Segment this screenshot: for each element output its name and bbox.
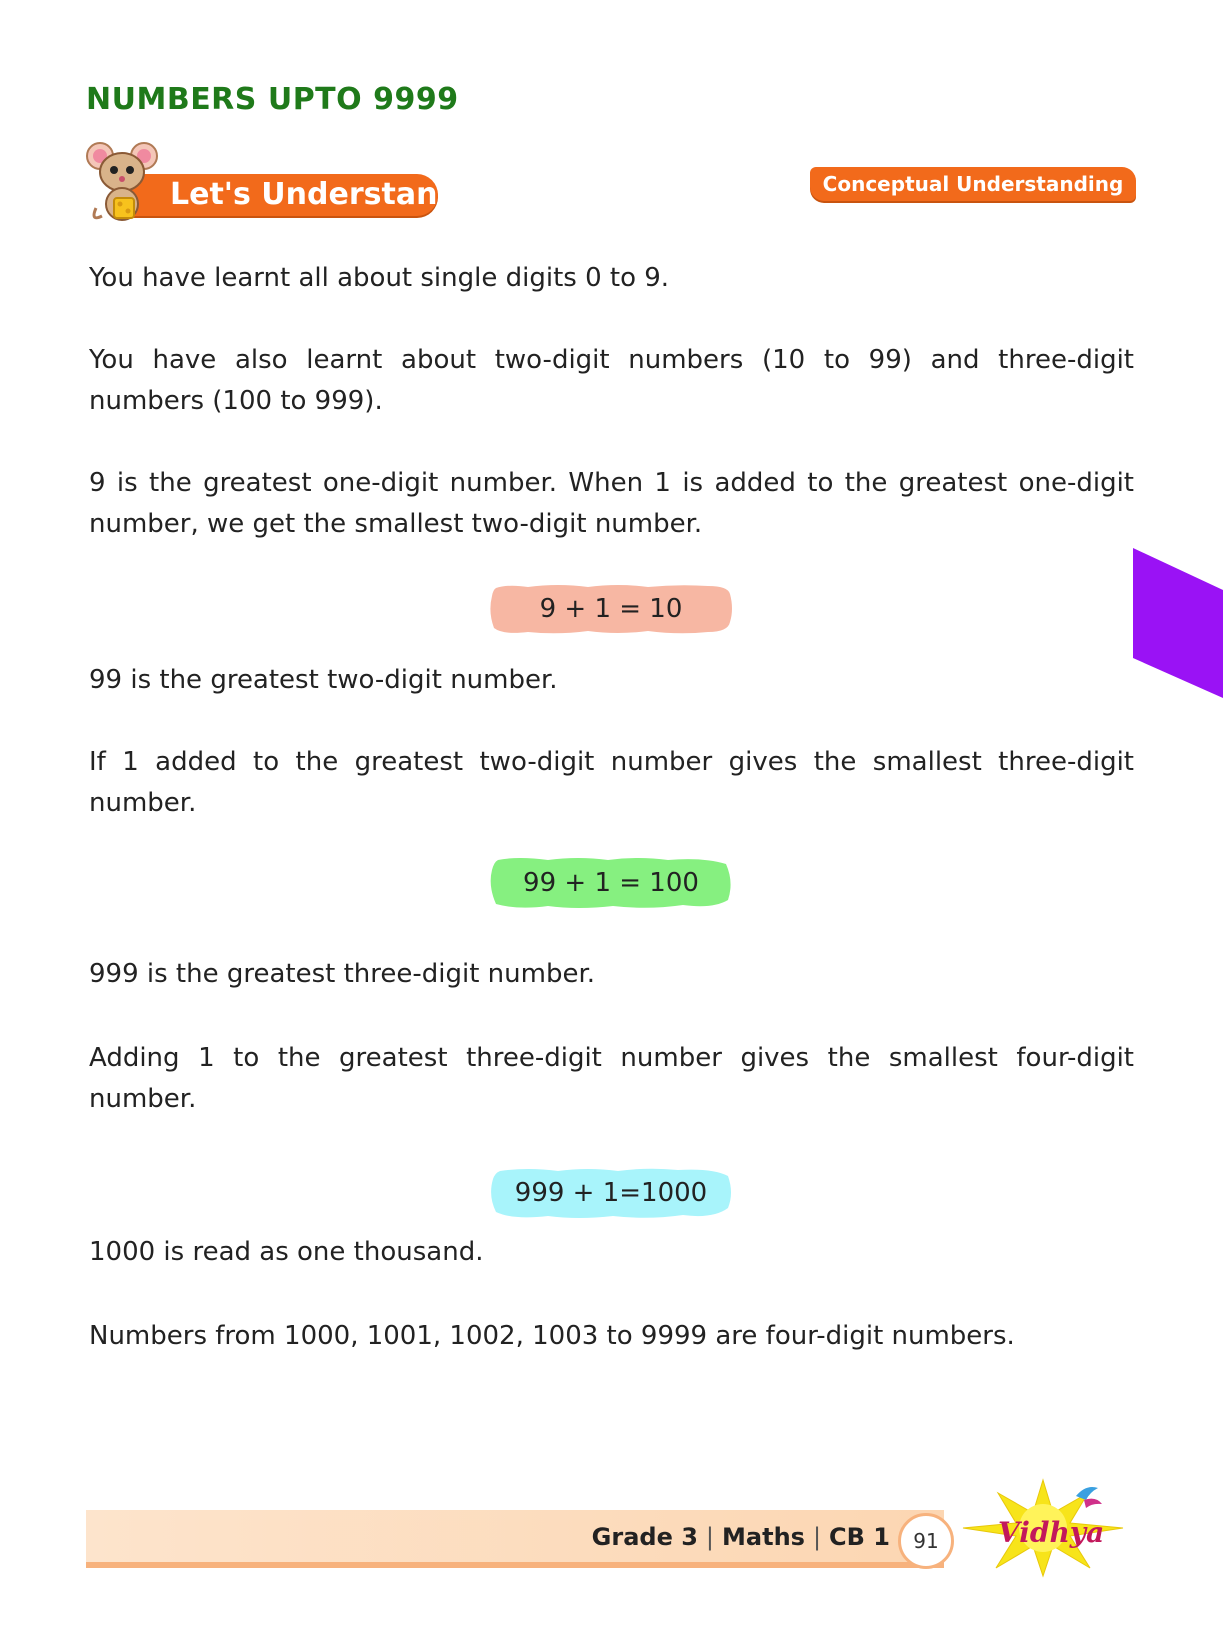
footer-separator: |: [812, 1523, 822, 1551]
chapter-title: NUMBERS UPTO 9999: [86, 82, 459, 117]
section-header: [86, 138, 459, 228]
footer-separator: |: [705, 1523, 715, 1551]
mouse-mascot-icon: [86, 138, 166, 228]
equation-text: 999 + 1=1000: [514, 1178, 708, 1208]
section-label: Let's Understand: [170, 177, 459, 212]
concept-badge: Conceptual Understanding: [810, 167, 1136, 201]
equation-text: 9 + 1 = 10: [539, 594, 683, 624]
footer-grade: Grade 3: [591, 1523, 698, 1551]
paragraph-6: 999 is the greatest three-digit number.: [89, 959, 596, 989]
equation-3: [488, 1166, 734, 1220]
paragraph-9: Numbers from 1000, 1001, 1002, 1003 to 9999 are four-digit numbers.: [89, 1321, 1015, 1351]
paragraph-4: 99 is the greatest two-digit number.: [89, 665, 558, 695]
paragraph-1: You have learnt all about single digits 0 to 9.: [89, 263, 670, 293]
page-number: 91: [898, 1513, 954, 1569]
chapter-side-tab: [1133, 548, 1223, 698]
paragraph-2: You have also learnt about two-digit numbers (10 to 99) and three-digit numbers (100 to 999).: [89, 345, 1134, 416]
equation-1: [488, 582, 734, 636]
logo-text: Vidhya: [998, 1516, 1105, 1549]
paragraph-7: Adding 1 to the greatest three-digit number gives the smallest four-digit number.: [89, 1043, 1134, 1114]
publisher-logo: [958, 1478, 1128, 1582]
footer-underline: [86, 1562, 944, 1568]
paragraph-3: 9 is the greatest one-digit number. When 1 is added to the greatest one-digit number, we get the smallest two-digit number.: [89, 468, 1134, 539]
paragraph-8: 1000 is read as one thousand.: [89, 1237, 484, 1267]
equation-2: [488, 856, 734, 910]
footer-info: [560, 1523, 890, 1551]
footer-subject: Maths: [722, 1523, 805, 1551]
footer-book: CB 1: [829, 1523, 890, 1551]
equation-text: 99 + 1 = 100: [523, 868, 699, 898]
paragraph-5: If 1 added to the greatest two-digit number gives the smallest three-digit number.: [89, 747, 1134, 818]
